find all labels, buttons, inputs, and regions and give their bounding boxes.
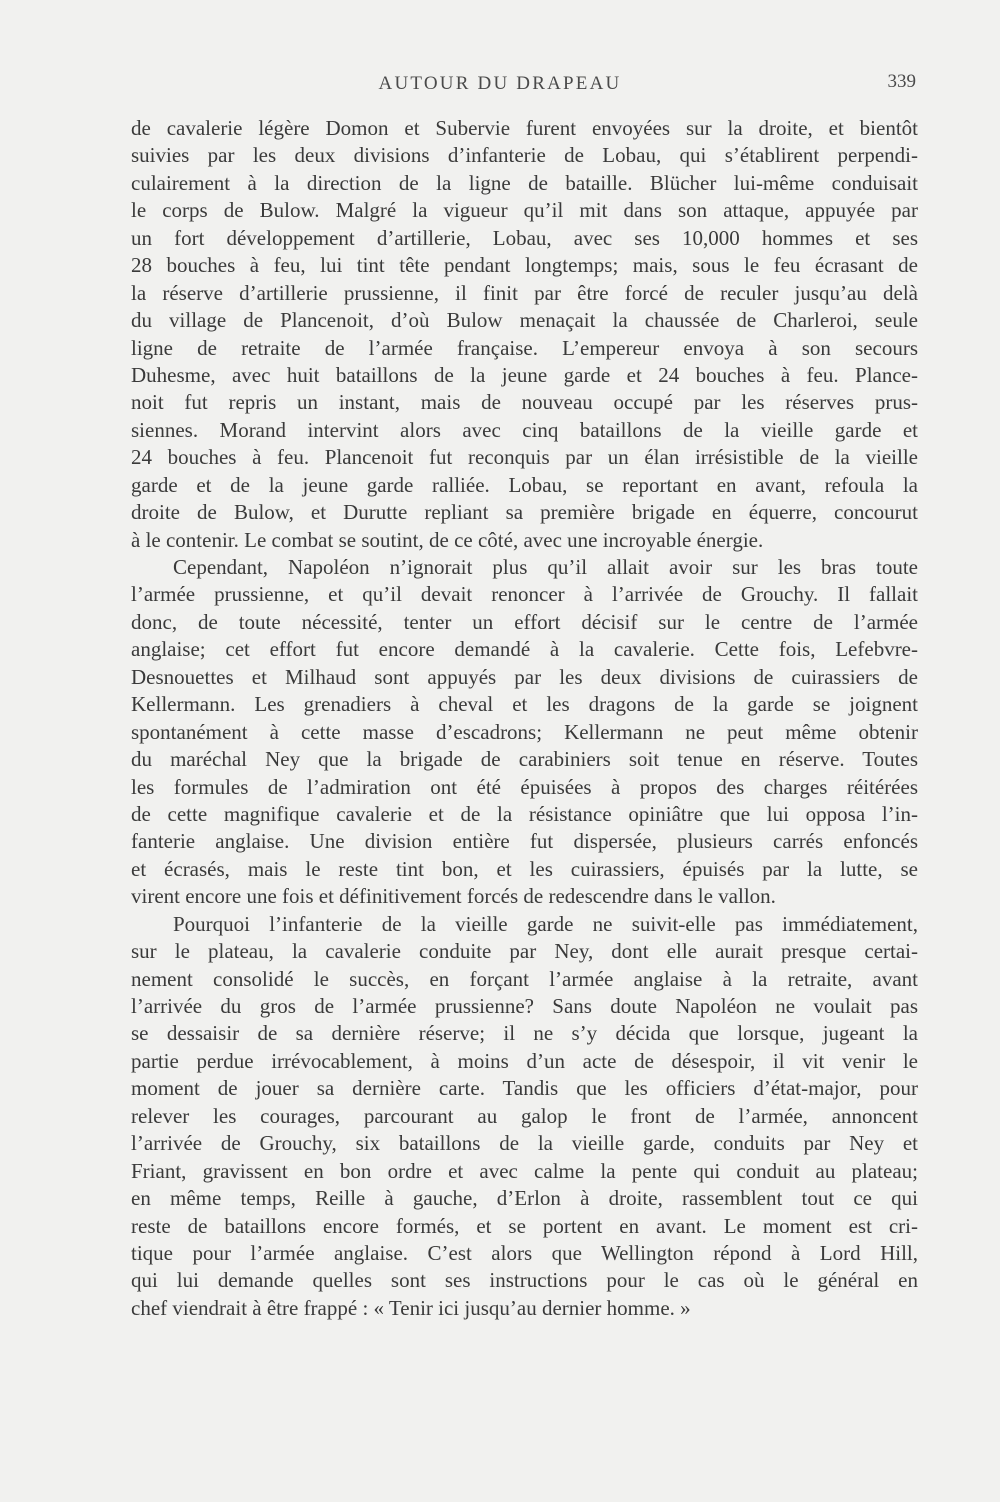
text-line: ligne de retraite de l’armée française. L’empereur envoya à son secours <box>131 335 918 360</box>
body-text <box>131 115 918 1322</box>
text-line: tique pour l’armée anglaise. C’est alors que Wellington répond à Lord Hill, <box>131 1240 918 1265</box>
text-line: l’armée prussienne, et qu’il devait renoncer à l’arrivée de Grouchy. Il fallait <box>131 582 918 607</box>
text-line: sur le plateau, la cavalerie conduite par Ney, dont elle aurait presque certai- <box>131 939 918 964</box>
text-line: du maréchal Ney que la brigade de carabiniers soit tenue en réserve. Toutes <box>131 747 918 772</box>
paragraph-end-line: à le contenir. Le combat se soutint, de ce côté, avec une incroyable énergie. <box>131 527 764 552</box>
text-line: l’arrivée de Grouchy, six bataillons de la vieille garde, conduits par Ney et <box>131 1131 918 1156</box>
text-line: le corps de Bulow. Malgré la vigueur qu’il mit dans son attaque, appuyée par <box>131 198 918 223</box>
text-line: siennes. Morand intervint alors avec cinq bataillons de la vieille garde et <box>131 417 918 442</box>
text-line: donc, de toute nécessité, tenter un effort décisif sur le centre de l’armée <box>131 609 918 634</box>
text-line: Desnouettes et Milhaud sont appuyés par les deux divisions de cuirassiers de <box>131 664 918 689</box>
text-line: culairement à la direction de la ligne de bataille. Blücher lui-même conduisait <box>131 170 918 195</box>
text-line: Kellermann. Les grenadiers à cheval et les dragons de la garde se joignent <box>131 692 918 717</box>
text-line: anglaise; cet effort fut encore demandé à la cavalerie. Cette fois, Lefebvre- <box>131 637 918 662</box>
text-line: et écrasés, mais le reste tint bon, et les cuirassiers, épuisés par la lutte, se <box>131 856 918 881</box>
text-line: Friant, gravissent en bon ordre et avec calme la pente qui conduit au plateau; <box>131 1158 918 1183</box>
text-line: l’arrivée du gros de l’armée prussienne? Sans doute Napoléon ne voulait pas <box>131 994 918 1018</box>
text-line: droite de Bulow, et Durutte repliant sa première brigade en équerre, concourut <box>131 500 918 525</box>
text-line: suivies par les deux divisions d’infanterie de Lobau, qui s’établirent perpendi- <box>131 143 918 168</box>
text-line: les formules de l’admiration ont été épuisées à propos des charges réitérées <box>131 774 918 799</box>
running-title: AUTOUR DU DRAPEAU <box>378 73 622 94</box>
text-line: de cavalerie légère Domon et Subervie furent envoyées sur la droite, et bientôt <box>131 116 918 140</box>
page-number: 339 <box>887 71 916 92</box>
paragraph-start-line: Pourquoi l’infanterie de la vieille garde ne suivit-elle pas immédiatement, <box>173 911 918 936</box>
text-line: partie perdue irrévocablement, à moins d’un acte de désespoir, il vit venir le <box>131 1048 918 1073</box>
text-line: relever les courages, parcourant au galop le front de l’armée, annoncent <box>131 1103 918 1128</box>
text-line: reste de bataillons encore formés, et se portent en avant. Le moment est cri- <box>131 1213 918 1238</box>
text-line: Duhesme, avec huit bataillons de la jeune garde et 24 bouches à feu. Plance- <box>131 362 918 387</box>
text-line: la réserve d’artillerie prussienne, il finit par être forcé de reculer jusqu’au delà <box>131 280 918 305</box>
text-line: moment de jouer sa dernière carte. Tandis que les officiers d’état-major, pour <box>131 1076 918 1101</box>
text-line: spontanément à cette masse d’escadrons; Kellermann ne peut même obtenir <box>131 719 918 744</box>
text-line: nement consolidé le succès, en forçant l’armée anglaise à la retraite, avant <box>131 966 918 991</box>
text-line: fanterie anglaise. Une division entière fut dispersée, plusieurs carrés enfoncés <box>131 829 918 854</box>
paragraph-end-line: chef viendrait à être frappé : « Tenir ici jusqu’au dernier homme. » <box>131 1295 691 1320</box>
paragraph-end-line: virent encore une fois et définitivement forcés de redescendre dans le vallon. <box>131 884 776 909</box>
text-line: garde et de la jeune garde ralliée. Lobau, se reportant en avant, refoula la <box>131 472 918 497</box>
text-line: 24 bouches à feu. Plancenoit fut reconquis par un élan irrésistible de la vieille <box>131 445 918 470</box>
text-line: du village de Plancenoit, d’où Bulow menaçait la chaussée de Charleroi, seule <box>131 308 918 333</box>
text-line: noit fut repris un instant, mais de nouveau occupé par les réserves prus- <box>131 390 918 415</box>
text-line: qui lui demande quelles sont ses instructions pour le cas où le général en <box>131 1268 918 1293</box>
text-line: en même temps, Reille à gauche, d’Erlon à droite, rassemblent tout ce qui <box>131 1186 918 1211</box>
text-line: un fort développement d’artillerie, Lobau, avec ses 10,000 hommes et ses <box>131 225 918 250</box>
paragraph-start-line: Cependant, Napoléon n’ignorait plus qu’il allait avoir sur les bras toute <box>173 555 918 579</box>
text-line: 28 bouches à feu, lui tint tête pendant longtemps; mais, sous le feu écrasant de <box>131 253 918 278</box>
text-line: de cette magnifique cavalerie et de la résistance opiniâtre que lui opposa l’in- <box>131 801 918 826</box>
text-line: se dessaisir de sa dernière réserve; il ne s’y décida que lorsque, jugeant la <box>131 1021 918 1046</box>
